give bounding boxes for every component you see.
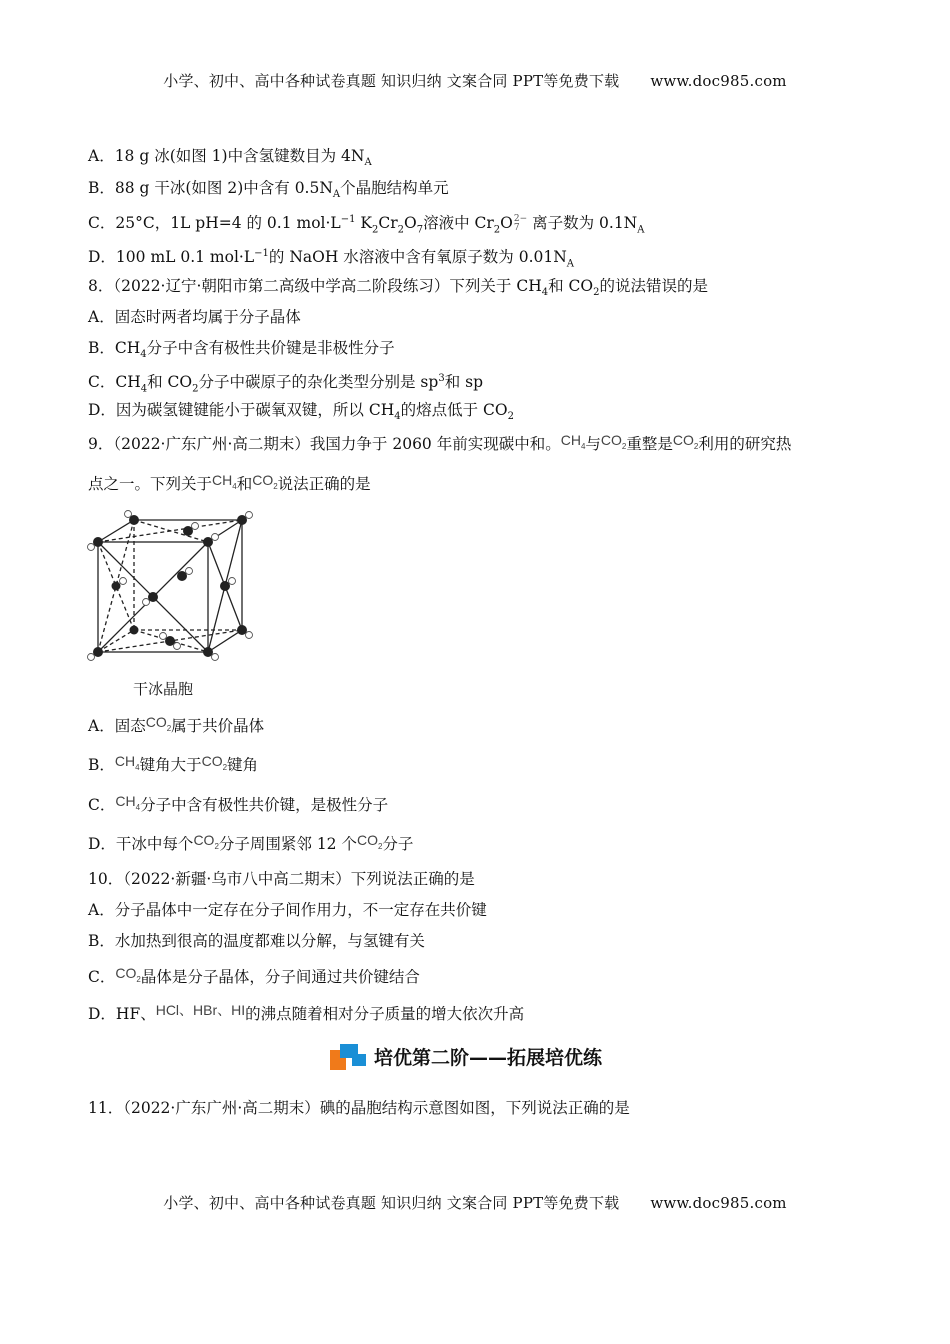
- q8-stem: 8．（2022·辽宁·朝阳市第二高级中学高二阶段练习）下列关于 $CH_4$和 $CO_2$的说法错误的是: [88, 277, 708, 299]
- q8-option-a: A．固态时两者均属于分子晶体: [88, 308, 301, 326]
- q10-option-c: C．$CO_2$晶体是分子晶体，分子间通过共价键结合: [88, 965, 420, 986]
- co2-molecules: [93, 515, 247, 657]
- q7-option-d: D．100 mL 0.1 $mol\cdot L^{-1}$的 NaOH 水溶液中含有氧原子数为 $0.01N_A$: [88, 248, 575, 270]
- q7-option-a: A．18 g 冰(如图 1)中含氢键数目为 $4N_A$: [88, 147, 372, 169]
- q9-stem-line1: 9．（2022·广东广州·高二期末）我国力争于 2060 年前实现碳中和。$CH_4$与$CO_2$重整是$CO_2$利用的研究热: [88, 432, 792, 453]
- footer-site[interactable]: www.doc985.com: [650, 1194, 787, 1212]
- q9-stem-line2: 点之一。下列关于$CH_4$和$CO_2$说法正确的是: [88, 472, 371, 493]
- q8-option-b: B．$CH_4$分子中含有极性共价键是非极性分子: [88, 339, 395, 361]
- q9-option-a: A．固态$CO_2$属于共价晶体: [88, 714, 265, 735]
- header-site[interactable]: www.doc985.com: [650, 72, 787, 90]
- footer-text: 小学、初中、高中各种试卷真题 知识归纳 文案合同 PPT等免费下载: [163, 1194, 620, 1212]
- q8-option-c: C．$CH_4$和 $CO_2$分子中碳原子的杂化类型分别是 $sp^3$和 sp: [88, 373, 483, 395]
- header-text: 小学、初中、高中各种试卷真题 知识归纳 文案合同 PPT等免费下载: [163, 72, 620, 90]
- q9-option-d: D．干冰中每个$CO_2$分子周围紧邻 12 个$CO_2$分子: [88, 832, 414, 853]
- figure-caption: 干冰晶胞: [133, 680, 194, 698]
- section-title: 培优第二阶——拓展培优练: [374, 1046, 603, 1069]
- section-heading: [328, 1038, 602, 1074]
- q10-option-a: A．分子晶体中一定存在分子间作用力，不一定存在共价键: [88, 901, 487, 919]
- q9-option-c: C．$CH_4$分子中含有极性共价键，是极性分子: [88, 793, 389, 814]
- section-icon: [328, 1040, 368, 1072]
- page-footer: [0, 1192, 950, 1213]
- q7-option-b: B．88 g 干冰(如图 2)中含有 $0.5N_A$个晶胞结构单元: [88, 179, 449, 201]
- dry-ice-unit-cell-figure: [86, 506, 266, 666]
- q11-stem: 11．（2022·广东广州·高二期末）碘的晶胞结构示意图如图，下列说法正确的是: [88, 1099, 630, 1117]
- q10-option-d: D．HF、HCl、HBr、HI的沸点随着相对分子质量的增大依次升高: [88, 1002, 525, 1023]
- q7-option-c: C．25°C，1L pH=4 的 0.1 $mol\cdot L^{-1}$ $K_2Cr_2O_7$溶液中 $Cr_2O$ 2− 7 离子数为 $0.1N_A$: [88, 214, 645, 236]
- q10-stem: 10．（2022·新疆·乌市八中高二期末）下列说法正确的是: [88, 870, 475, 888]
- q9-option-b: B．$CH_4$键角大于$CO_2$键角: [88, 753, 259, 774]
- q10-option-b: B．水加热到很高的温度都难以分解，与氢键有关: [88, 932, 425, 950]
- q8-option-d: D．因为碳氢键键能小于碳氧双键，所以 $CH_4$的熔点低于 $CO_2$: [88, 401, 514, 423]
- page-header: [0, 70, 950, 91]
